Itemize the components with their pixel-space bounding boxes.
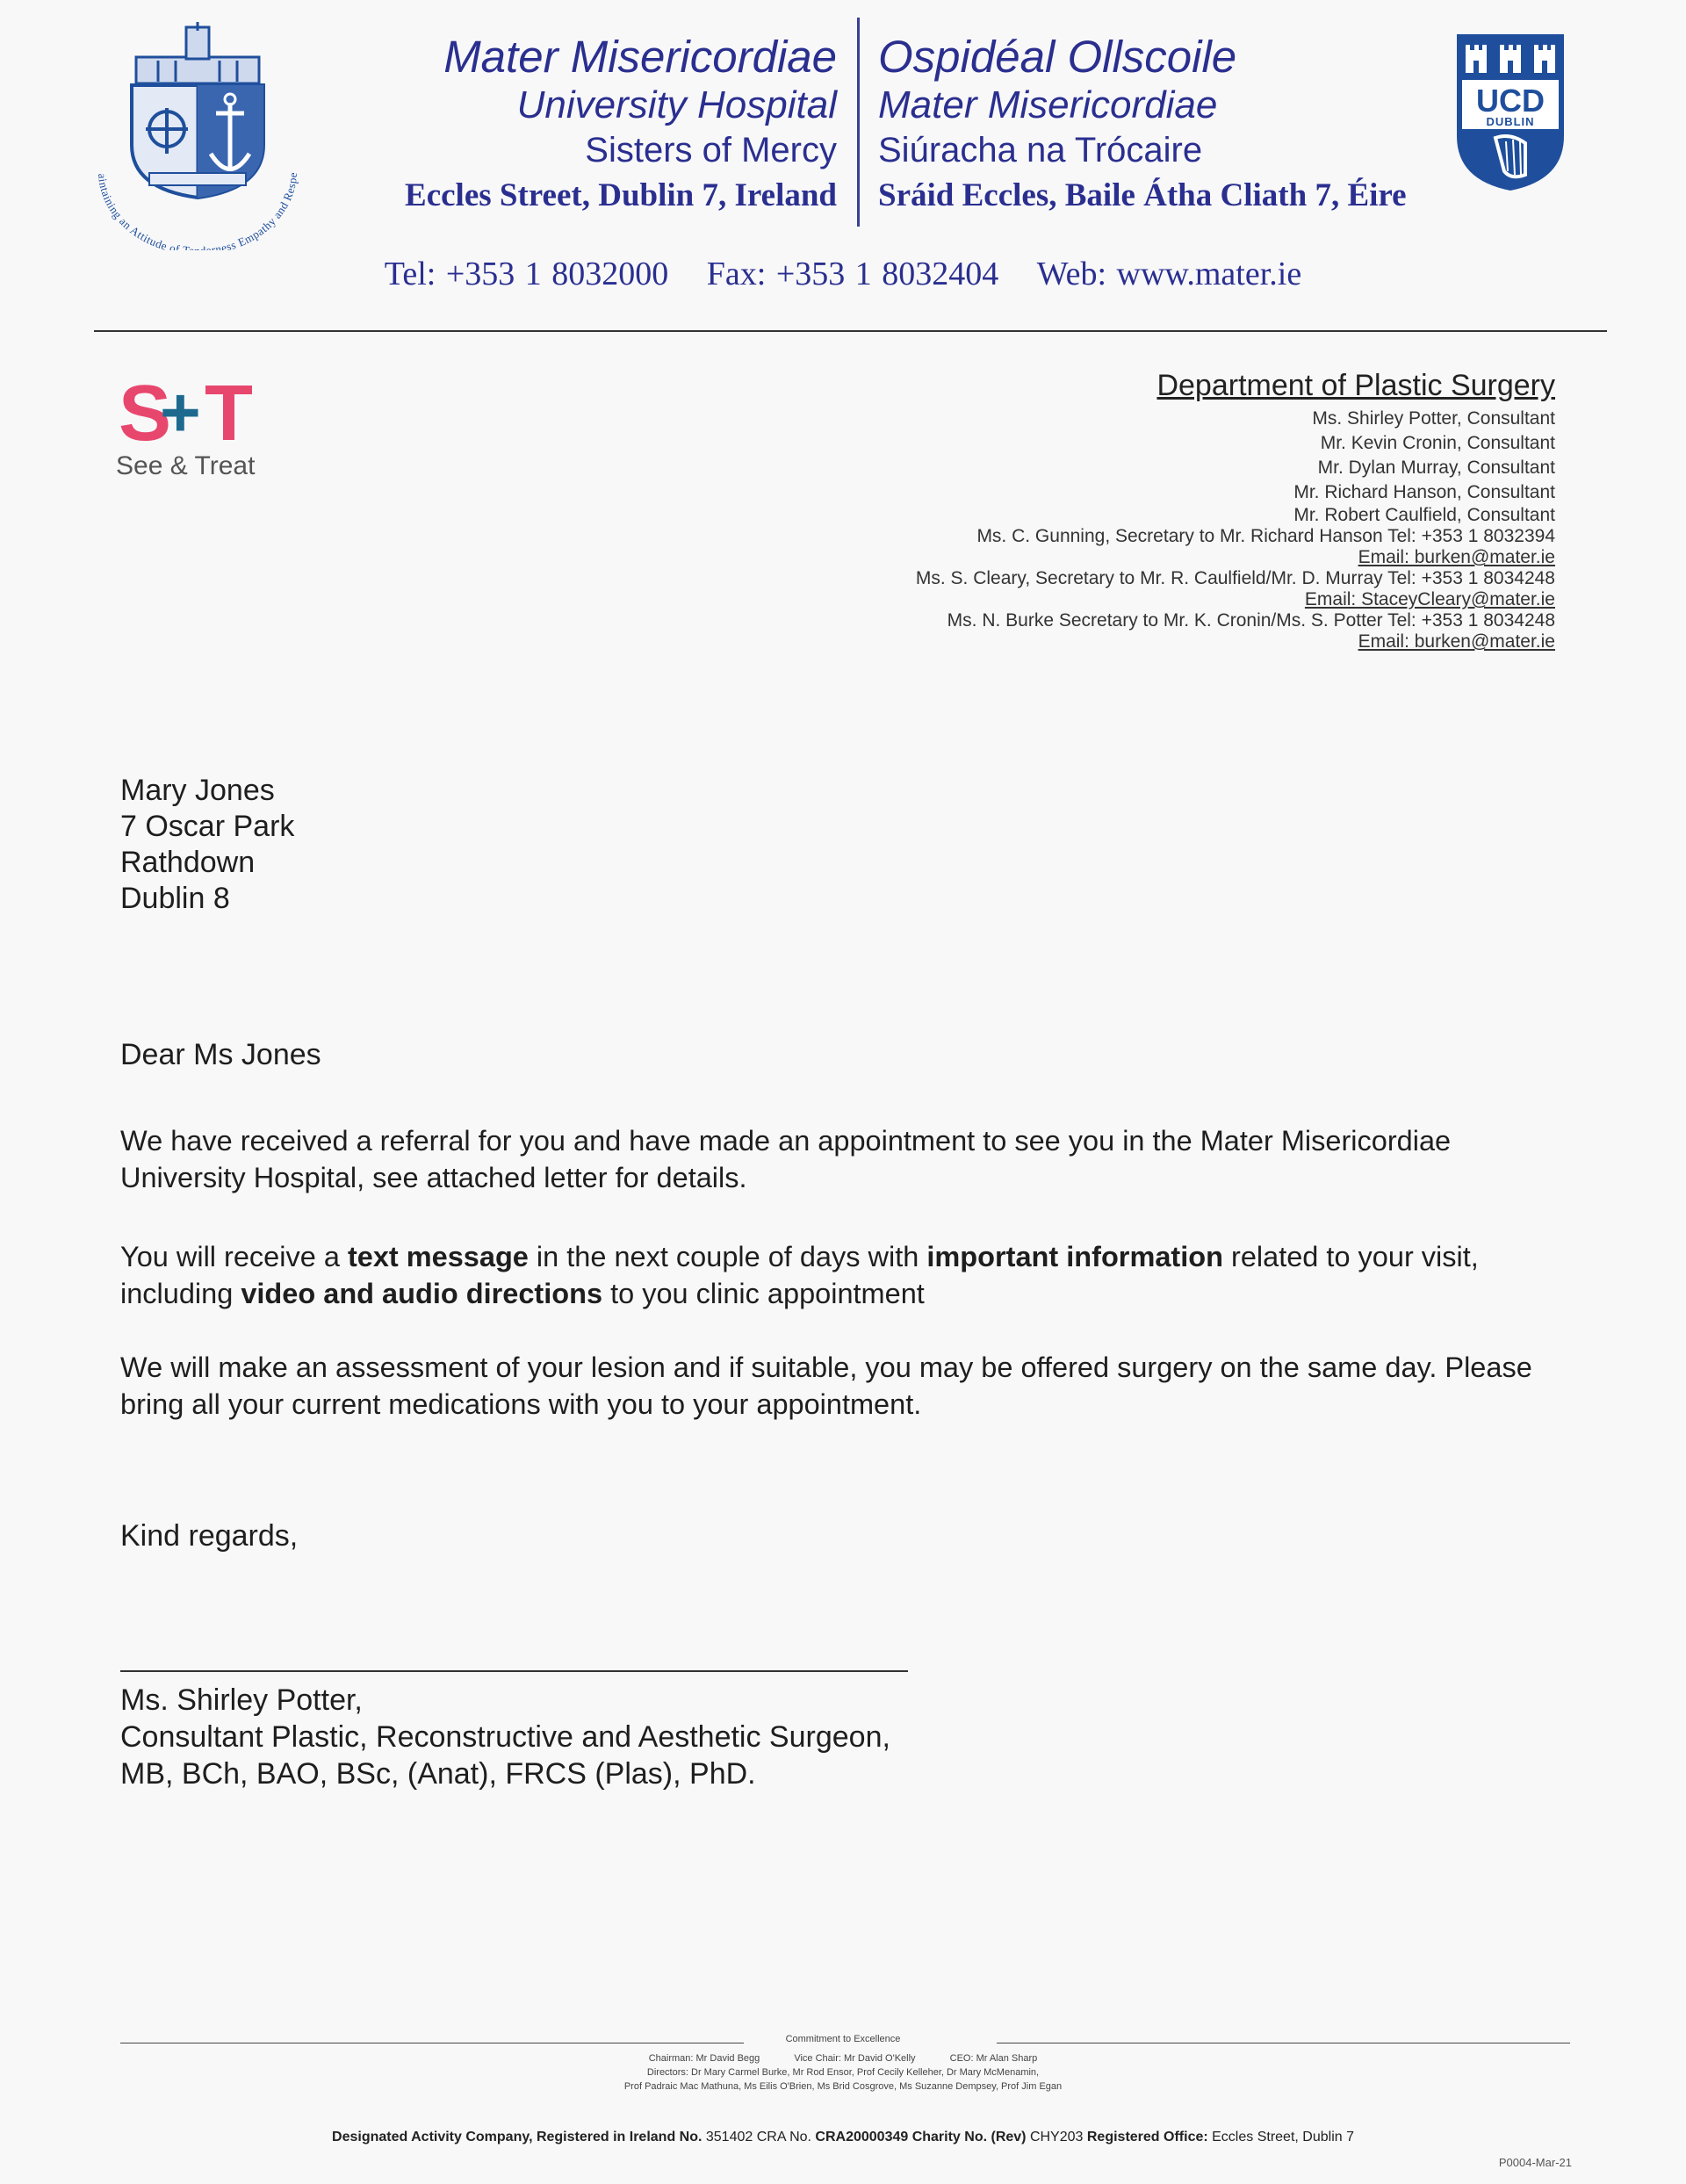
department-title: Department of Plastic Surgery xyxy=(1156,369,1555,402)
secretary-email-link[interactable]: Email: StaceyCleary@mater.ie xyxy=(1304,589,1555,609)
hospital-order-ga: Siúracha na Trócaire xyxy=(878,131,1203,169)
paragraph-assessment: We will make an assessment of your lesion and if suitable, you may be offered surgery on the same day. Please bring all your current medications with you to your appointment. xyxy=(120,1351,1532,1420)
paragraph-text-message: You will receive a text message in the next couple of days with important information related to your visit, including video and audio directions to you clinic appointment xyxy=(120,1241,1479,1309)
secretary-line: Ms. S. Cleary, Secretary to Mr. R. Caulfield/Mr. D. Murray Tel: +353 1 8034248 xyxy=(915,568,1555,588)
hospital-name-irish xyxy=(878,32,1407,220)
logo-letter-t: T xyxy=(205,373,253,448)
document-code: P0004-Mar-21 xyxy=(1498,2156,1572,2169)
logo-plus: + xyxy=(160,373,201,448)
hospital-name-ga-line2: Mater Misericordiae xyxy=(878,83,1218,126)
department-block xyxy=(916,369,1555,652)
consultant-line: Mr. Robert Caulfield, Consultant xyxy=(1293,505,1555,525)
see-and-treat-logo xyxy=(119,373,268,448)
paragraph-referral: We have received a referral for you and have made an appointment to see you in the Mater Misericordiae University Hospital, see attached letter for details. xyxy=(120,1125,1452,1193)
signature-block xyxy=(120,1682,890,1792)
header-divider xyxy=(857,18,860,227)
hospital-crest-logo xyxy=(88,22,307,250)
hospital-website: Web: www.mater.ie xyxy=(1036,256,1302,292)
footer-board xyxy=(0,2051,1686,2094)
emphasis-important-information: important information xyxy=(926,1241,1223,1272)
hospital-name-line1: Mater Misericordiae xyxy=(443,32,837,82)
recipient-name: Mary Jones xyxy=(120,774,275,807)
recipient-city: Dublin 8 xyxy=(120,882,230,915)
ucd-logo xyxy=(1453,31,1567,193)
signer-name: Ms. Shirley Potter, xyxy=(120,1683,363,1717)
signer-qualifications: MB, BCh, BAO, BSc, (Anat), FRCS (Plas), PhD. xyxy=(120,1757,756,1791)
footer-registration: Designated Activity Company, Registered in Ireland No. 351402 CRA No. CRA20000349 Charity No. (Rev) CHY203 Registered Office: Eccles Street, Dublin 7 xyxy=(332,2130,1354,2144)
hospital-name-english xyxy=(405,32,837,220)
secretary-line: Ms. N. Burke Secretary to Mr. K. Cronin/Ms. S. Potter Tel: +353 1 8034248 xyxy=(947,610,1555,631)
consultant-line: Mr. Richard Hanson, Consultant xyxy=(1293,482,1555,502)
salutation: Dear Ms Jones xyxy=(120,1038,321,1071)
logo-letter-s: S xyxy=(119,373,172,448)
consultant-line: Mr. Kevin Cronin, Consultant xyxy=(1320,433,1555,453)
recipient-area: Rathdown xyxy=(120,846,256,879)
recipient-street: 7 Oscar Park xyxy=(120,810,295,843)
footer-chairman: Chairman: Mr David Begg xyxy=(648,2053,760,2064)
footer-directors: Prof Padraic Mac Mathuna, Ms Eilis O'Brien, Ms Brid Cosgrove, Ms Suzanne Dempsey, Prof Jim Egan xyxy=(623,2081,1063,2092)
footer-vice-chair: Vice Chair: Mr David O'Kelly xyxy=(794,2053,916,2064)
hospital-order: Sisters of Mercy xyxy=(585,131,837,169)
header-rule xyxy=(94,330,1607,332)
svg-text:DUBLIN: DUBLIN xyxy=(1486,115,1535,128)
emphasis-text-message: text message xyxy=(347,1241,529,1272)
secretary-email-link[interactable]: Email: burken@mater.ie xyxy=(1358,547,1555,567)
hospital-name-line2: University Hospital xyxy=(516,83,837,126)
logo-caption: See & Treat xyxy=(116,451,256,480)
signature-line xyxy=(120,1670,908,1672)
footer-motto: Commitment to Excellence xyxy=(785,2034,901,2044)
closing: Kind regards, xyxy=(120,1519,299,1553)
hospital-telephone: Tel: +353 1 8032000 xyxy=(384,256,669,292)
footer-directors: Directors: Dr Mary Carmel Burke, Mr Rod Ensor, Prof Cecily Kelleher, Dr Mary McMenamin, xyxy=(646,2067,1040,2078)
hospital-address-ga: Sráid Eccles, Baile Átha Cliath 7, Éire xyxy=(878,177,1407,213)
emphasis-video-audio-directions: video and audio directions xyxy=(241,1278,603,1309)
hospital-fax: Fax: +353 1 8032404 xyxy=(706,256,999,292)
svg-text:UCD: UCD xyxy=(1476,83,1545,119)
secretary-line: Ms. C. Gunning, Secretary to Mr. Richard Hanson Tel: +353 1 8032394 xyxy=(976,526,1555,546)
hospital-contact-line xyxy=(0,255,1686,293)
signer-title: Consultant Plastic, Reconstructive and Aesthetic Surgeon, xyxy=(120,1720,890,1754)
hospital-address: Eccles Street, Dublin 7, Ireland xyxy=(405,177,837,213)
svg-text:Maintaining an Attitude of Ten: aintaining an Attitude of T erness Empathy and Respe xyxy=(95,171,300,250)
recipient-address xyxy=(120,773,294,917)
consultant-line: Mr. Dylan Murray, Consultant xyxy=(1317,458,1555,478)
footer-ceo: CEO: Mr Alan Sharp xyxy=(949,2053,1038,2064)
hospital-name-ga-line1: Ospidéal Ollscoile xyxy=(878,32,1237,82)
secretary-email-link[interactable]: Email: burken@mater.ie xyxy=(1358,631,1555,652)
consultant-line: Ms. Shirley Potter, Consultant xyxy=(1312,408,1555,429)
